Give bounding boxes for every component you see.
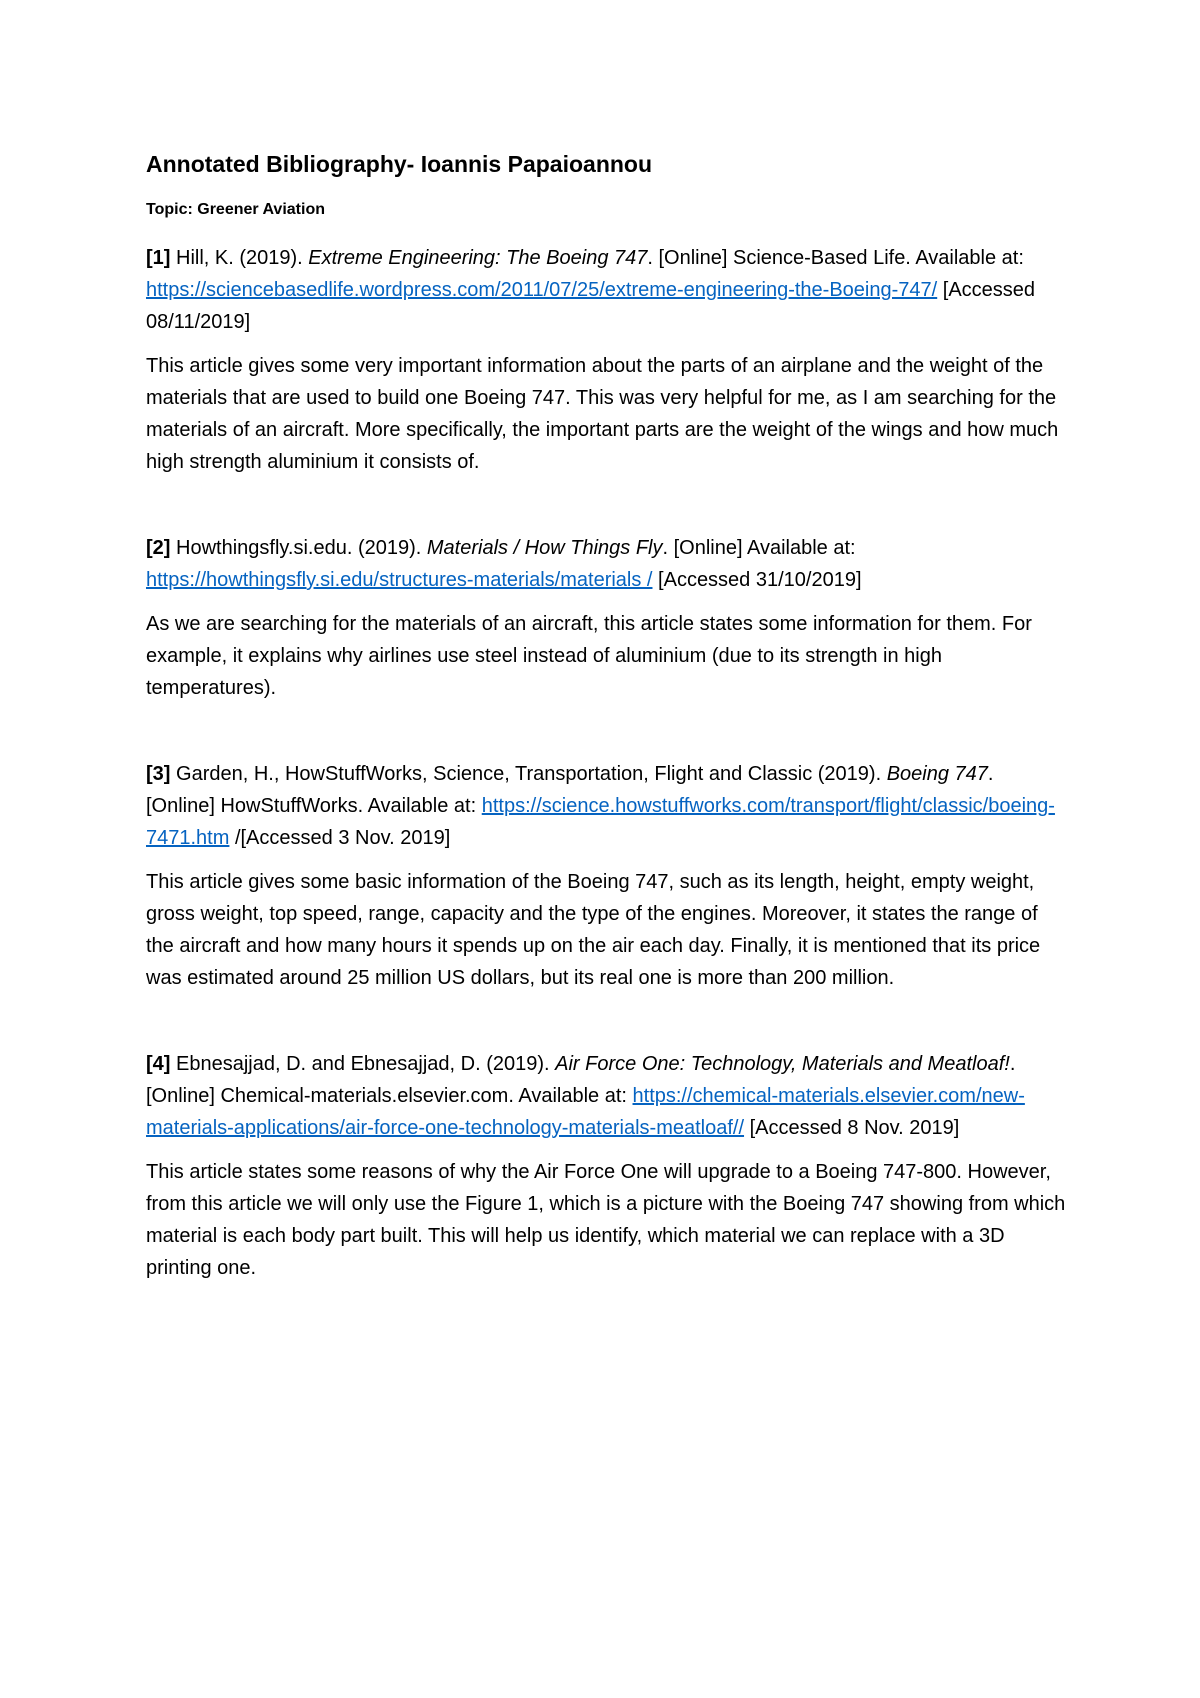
source-link[interactable]: https://sciencebasedlife.wordpress.com/2011/07/25/extreme-engineering-the-Boeing-747/	[146, 279, 938, 301]
bibliography-entry-2	[146, 532, 1066, 704]
accessed-date: /[Accessed 3 Nov. 2019]	[229, 827, 451, 849]
source-info: . [Online] Chemical-materials.elsevier.com. Available at:	[146, 1053, 1016, 1107]
annotation-1: This article gives some very important information about the parts of an airplane and the weight of the materials that are used to build one Boeing 747. This was very helpful for me, as I am searching for the materials of an aircraft. More specifically, the important parts are the weight of the wings and how much high strength aluminium it consists of.	[146, 355, 1059, 473]
citation-4	[146, 1048, 1066, 1144]
annotation-3: This article gives some basic information of the Boeing 747, such as its length, height, empty weight, gross weight, top speed, range, capacity and the type of the engines. Moreover, it states the range of the aircraft and how many hours it spends up on the air each day. Finally, it is mentioned that its price was estimated around 25 million US dollars, but its real one is more than 200 million.	[146, 871, 1041, 989]
work-title: Air Force One: Technology, Materials and Meatloaf!	[555, 1053, 1010, 1075]
author-year: Garden, H., HowStuffWorks, Science, Transportation, Flight and Classic (2019).	[170, 763, 887, 785]
author-year: Hill, K. (2019).	[170, 247, 309, 269]
accessed-date: [Accessed 31/10/2019]	[652, 569, 862, 591]
bibliography-entry-3	[146, 758, 1066, 994]
document-page	[146, 140, 1066, 1284]
bibliography-entry-4	[146, 1048, 1066, 1284]
accessed-date: [Accessed 8 Nov. 2019]	[744, 1117, 960, 1139]
source-info: . [Online] HowStuffWorks. Available at:	[146, 763, 994, 817]
topic-line: Topic: Greener Aviation	[146, 201, 325, 218]
author-year: Howthingsfly.si.edu. (2019).	[170, 537, 427, 559]
entry-number: [3]	[146, 763, 171, 785]
entry-number: [4]	[146, 1053, 171, 1075]
entry-number: [1]	[146, 247, 171, 269]
annotation-4: This article states some reasons of why the Air Force One will upgrade to a Boeing 747-800. However, from this article we will only use the Figure 1, which is a picture with the Boeing 747 showing from which material is each body part built. This will help us identify, which material we can replace with a 3D printing one.	[146, 1161, 1066, 1279]
citation-1	[146, 242, 1066, 338]
work-title: Materials / How Things Fly	[426, 537, 663, 559]
source-link[interactable]: https://chemical-materials.elsevier.com/new-materials-applications/air-force-one-technology-materials-meatloaf//	[146, 1085, 1025, 1139]
source-link[interactable]: https://science.howstuffworks.com/transport/flight/classic/boeing-7471.htm	[146, 795, 1055, 849]
source-info: . [Online] Science-Based Life. Available at:	[647, 247, 1024, 269]
bibliography-entry-1	[146, 242, 1066, 478]
work-title: Boeing 747	[886, 763, 988, 785]
page-title: Annotated Bibliography- Ioannis Papaioannou	[146, 151, 653, 177]
author-year: Ebnesajjad, D. and Ebnesajjad, D. (2019).	[170, 1053, 556, 1075]
annotation-2: As we are searching for the materials of an aircraft, this article states some information for them. For example, it explains why airlines use steel instead of aluminium (due to its strength in high temperatures).	[146, 613, 1032, 699]
citation-3	[146, 758, 1066, 854]
work-title: Extreme Engineering: The Boeing 747	[308, 247, 648, 269]
citation-2	[146, 532, 1066, 596]
source-info: . [Online] Available at:	[662, 537, 856, 559]
entry-number: [2]	[146, 537, 171, 559]
source-link[interactable]: https://howthingsfly.si.edu/structures-materials/materials /	[146, 569, 653, 591]
accessed-date: [Accessed 08/11/2019]	[146, 279, 1036, 333]
